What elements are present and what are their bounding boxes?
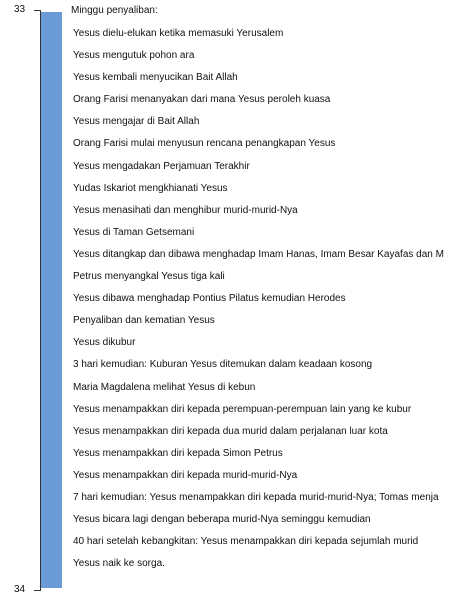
event-item: Yesus naik ke sorga. — [73, 558, 165, 570]
event-item: Yesus dibawa menghadap Pontius Pilatus kemudian Herodes — [73, 293, 346, 305]
event-list — [73, 28, 450, 580]
event-item: 40 hari setelah kebangkitan: Yesus menampakkan diri kepada sejumlah murid — [73, 536, 419, 548]
event-item: Yesus menampakkan diri kepada Simon Petrus — [73, 447, 283, 459]
event-item: 7 hari kemudian: Yesus menampakkan diri kepada murid-murid-Nya; Tomas menja — [73, 491, 439, 503]
event-item: Petrus menyangkal Yesus tiga kali — [73, 271, 225, 283]
axis-label-bottom: 34 — [14, 584, 26, 595]
timeline-heading: Minggu penyaliban: — [71, 5, 158, 16]
event-item: Orang Farisi menanyakan dari mana Yesus peroleh kuasa — [73, 94, 331, 106]
event-item: Yesus menasihati dan menghibur murid-murid-Nya — [73, 204, 298, 216]
event-item: Yesus mengajar di Bait Allah — [73, 116, 200, 128]
event-item: Yesus dikubur — [73, 337, 136, 349]
event-item: Yesus dielu-elukan ketika memasuki Yerusalem — [73, 28, 284, 39]
event-item: Orang Farisi mulai menyusun rencana penangkapan Yesus — [73, 138, 336, 150]
event-item: 3 hari kemudian: Kuburan Yesus ditemukan dalam keadaan kosong — [73, 359, 373, 371]
timeline-span-bar — [41, 12, 62, 588]
event-item: Yesus di Taman Getsemani — [73, 226, 195, 238]
event-item: Yesus menampakkan diri kepada murid-murid-Nya — [73, 469, 298, 481]
event-item: Yesus menampakkan diri kepada dua murid dalam perjalanan luar kota — [73, 425, 388, 437]
event-item: Yesus kembali menyucikan Bait Allah — [73, 72, 238, 84]
event-item: Maria Magdalena melihat Yesus di kebun — [73, 381, 256, 393]
event-item: Yudas Iskariot mengkhianati Yesus — [73, 182, 228, 194]
event-item: Yesus mengadakan Perjamuan Terakhir — [73, 160, 250, 172]
event-item: Penyaliban dan kematian Yesus — [73, 315, 215, 327]
event-item: Yesus menampakkan diri kepada perempuan-perempuan lain yang ke kubur — [73, 403, 412, 415]
axis-label-top: 33 — [14, 4, 26, 15]
event-item: Yesus mengutuk pohon ara — [73, 50, 195, 62]
event-item: Yesus bicara lagi dengan beberapa murid-Nya seminggu kemudian — [73, 514, 371, 526]
event-item: Yesus ditangkap dan dibawa menghadap Imam Hanas, Imam Besar Kayafas dan M — [73, 248, 444, 260]
